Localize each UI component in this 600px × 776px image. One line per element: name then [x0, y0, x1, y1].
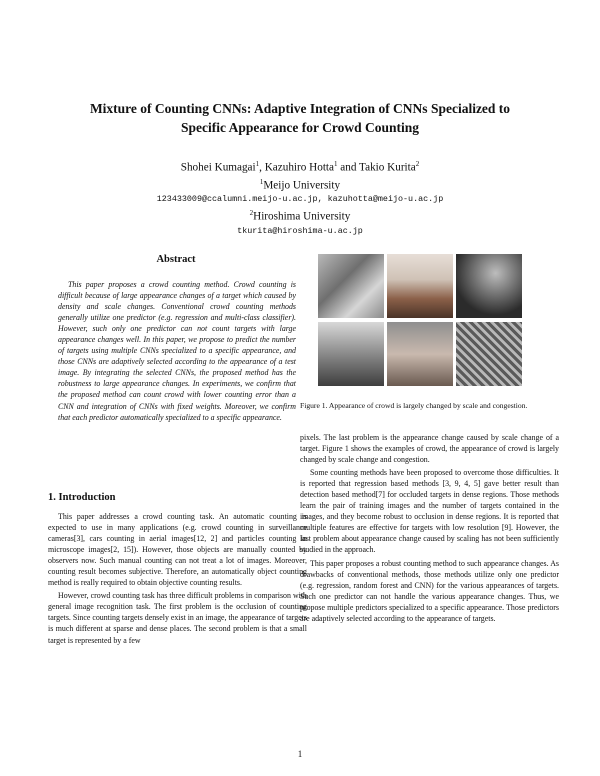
author-2: Kazuhiro Hotta: [264, 161, 334, 174]
figure-1-crowd-images: [318, 254, 546, 397]
abstract-heading: Abstract: [156, 254, 196, 265]
right-paragraph-2: Some counting methods have been proposed to overcome those difficulties. It is reported that regression based methods [3, 9, 4, 5] gave better result than detection based method[7] for occluded targets in dense regions. Those methods learn the pair of training images and the number of targets contained in the images, and they become robust to occlusion in dense regions. It is reported that multiple features are effective for targets with low resolution [9]. However, the last problem about appearance change caused by scaling has not been sufficiently studied in the approach.: [300, 468, 559, 555]
author-3-affil-mark: 2: [415, 160, 420, 168]
crowd-image-aerial-1: [318, 254, 384, 318]
introduction-right-column: [300, 432, 559, 626]
crowd-image-dense-1: [456, 254, 522, 318]
author-line: [60, 157, 540, 175]
crowd-image-mall-1: [387, 322, 453, 386]
author-3: Takio Kurita: [359, 161, 416, 174]
right-paragraph-3: This paper proposes a robust counting method to such appearance changes. As drawbacks of conventional methods, those methods utilize only one predictor (e.g. regression, random forest and CNN) for the various appearances of targets. Such one predictor can not handle the various appearance changes. Thus, we propose multiple predictors specialized to a specific appearance. Those predictors are adaptively selected according to the appearance of targets.: [300, 558, 559, 623]
title-line-2: Specific Appearance for Crowd Counting: [180, 120, 419, 135]
author-1-affil-mark: 1: [255, 160, 260, 168]
paper-title: [60, 99, 540, 137]
affiliation-1-name: Meijo University: [263, 179, 341, 192]
intro-paragraph-2: However, crowd counting task has three difficult problems in comparison with general image recognition task. The first problem is the occlusion of counting targets. Since counting targets densely exist in an image, the appearance of targets is much different at sparse and dense places. The second problem is that a small target is represented by a few: [48, 591, 307, 645]
figure-1-caption: Figure 1. Appearance of crowd is largely changed by scale and congestion.: [300, 401, 528, 410]
affiliation-2-email: tkurita@hiroshima-u.ac.jp: [237, 226, 363, 237]
author-separator-1: ,: [259, 161, 265, 174]
intro-paragraph-1: This paper addresses a crowd counting task. An automatic counting is expected to use in many applications (e.g. crowd counting in surveillance cameras[3], cars counting in aerial images[12, 2] and particles counting in microscope images[2, 15]). However, those objects are manually counted by observers now. Such manual counting can not treat a lot of images. Moreover, counting result becomes subjective. Therefore, an automatically object counting method is really required to obtain objective counting results.: [48, 512, 307, 588]
introduction-heading: 1. Introduction: [48, 492, 116, 503]
arxiv-stamp: [6, 166, 40, 538]
crowd-image-dense-2: [456, 322, 522, 386]
crowd-image-station-1: [318, 322, 384, 386]
affiliation-1-emails: 123433009@ccalumni.meijo-u.ac.jp, kazuhotta@meijo-u.ac.jp: [156, 194, 444, 205]
author-1: Shohei Kumagai: [180, 161, 256, 174]
author-block: [60, 157, 540, 238]
page-number: 1: [297, 749, 303, 759]
affiliation-2-name: Hiroshima University: [253, 211, 351, 224]
author-2-affil-mark: 1: [334, 160, 338, 168]
right-paragraph-1: pixels. The last problem is the appearance change caused by scale change of a target. Figure 1 shows the examples of crowd, the appearance of crowd is largely changed by scale change and congestion.: [300, 433, 559, 465]
affiliation-1-mark: 1: [259, 177, 264, 186]
affiliation-2: [60, 206, 540, 224]
affiliation-1: [60, 175, 540, 193]
introduction-left-column: [48, 511, 307, 648]
author-separator-2: and: [337, 161, 360, 174]
affiliation-2-mark: 2: [249, 209, 254, 218]
title-line-1: Mixture of Counting CNNs: Adaptive Integration of CNNs Specialized to: [89, 101, 511, 116]
abstract-text: This paper proposes a crowd counting method. Crowd counting is difficult because of large appearance changes of a target which caused by density and scale changes. Conventional crowd counting methods generally utilize one predictor (e.g. regression and multi-class classifier). However, such only one predictor can not count targets with large appearance changes well. In this paper, we propose to predict the number of targets using multiple CNNs specialized to a specific appearance, and those CNNs are adaptively selected according to the appearance of a test image. By integrating the selected CNNs, the proposed method has the robustness to large appearance changes. In experiments, we confirm that the proposed method can count crowd with lower counting error than a CNN and integration of CNNs with fixed weights. Moreover, we confirm that each predictor automatically specialized to a specific appearance.: [58, 280, 296, 422]
crowd-image-street-1: [387, 254, 453, 318]
